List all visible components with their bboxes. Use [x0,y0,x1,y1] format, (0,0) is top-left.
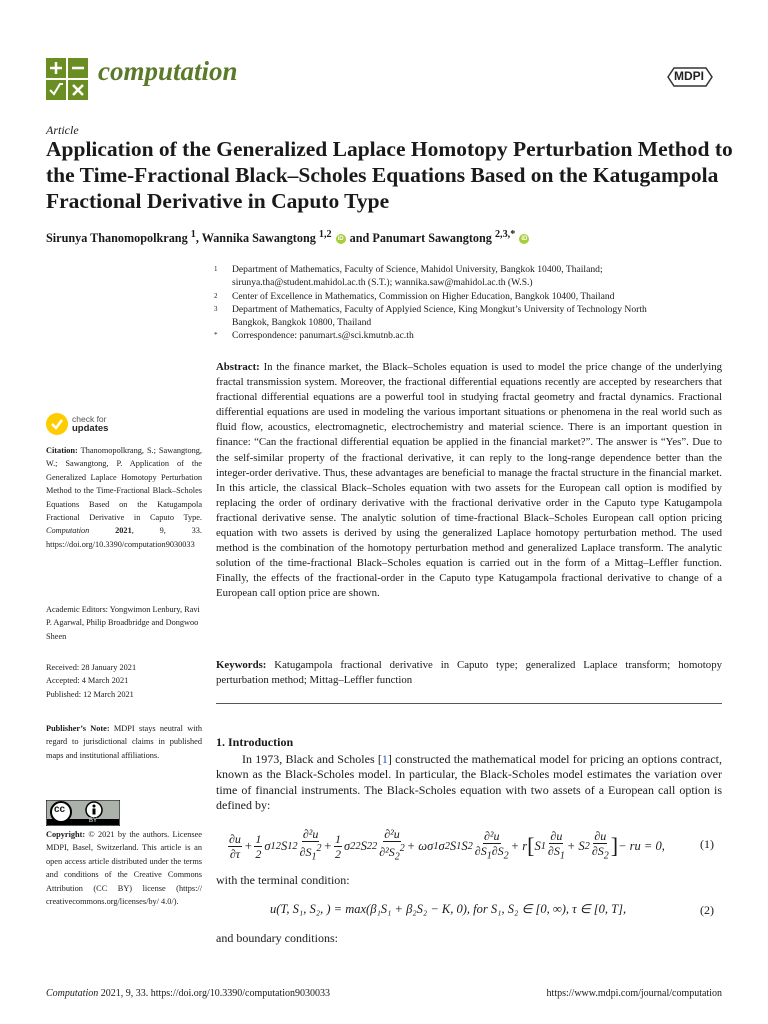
affiliation-line [214,316,734,329]
check-updates-icon [46,413,68,435]
author-affil-sup: 1,2 [318,229,332,240]
affiliation-text: Correspondence: panumart.s@sci.kmutnb.ac.th [232,330,414,342]
intro-text: ] constructed the mathematical model for pricing an options contract, known as the Black-Scholes model. In particular, the Black-Scholes model estimates the variation over time of financial instruments. The Black-Scholes equation with two assets of a European call option is defined by: [216,752,723,812]
keywords-text: Katugampola fractional derivative in Caputo type; generalized Laplace transform; homotopy perturbation method; Mittag–Leffler function [216,659,722,687]
author-affil-sup: 2,3,* [494,229,516,240]
abstract [216,360,722,602]
author-name: Wannika Sawangtong [201,231,316,246]
terminal-condition-text: with the terminal condition: [216,873,350,887]
citation-block [46,444,202,551]
affiliation-number [214,316,232,329]
cc-label: cc [54,804,66,815]
citation-link[interactable]: 1 [381,752,388,766]
copyright-text: © 2021 by the authors. Licensee MDPI, Basel, Switzerland. This article is an open access article distributed under the terms and conditions of the Creative Commons Attribution (CC BY) license (https:// creativecommons.org/licenses/by/ 4.0/). [46,830,202,907]
affiliation-number: 1 [214,265,218,273]
divider [216,703,722,704]
received-date: Received: 28 January 2021 [46,663,137,672]
publisher-note-label: Publisher’s Note: [46,724,110,733]
cc-by-license-icon[interactable] [46,800,120,826]
affiliation-line [214,329,734,342]
affiliation-line [214,303,734,316]
check-for-updates-button[interactable] [46,413,108,435]
publisher-note-text: MDPI stays neutral with regard to jurisdictional claims in published maps and institutional affiliations. [46,724,202,760]
equation-number: (1) [700,837,714,851]
check-updates-line2: updates [72,423,109,434]
keywords [216,658,722,688]
article-type: Article [46,123,79,137]
journal-name: computation [98,56,238,86]
citation-year: 2021 [89,526,132,536]
publisher-note [46,722,202,762]
footer-citation [46,988,330,999]
check-updates-line1: check for [72,414,107,424]
separator: and [346,231,373,246]
affiliation-number [214,276,232,289]
affiliation-line [214,290,734,303]
citation-journal: Computation [46,526,90,536]
citation-label: Citation: [46,446,78,455]
affiliation-line [214,263,734,276]
orcid-icon[interactable]: iD [337,236,344,243]
citation-text: Thanomopolkrang, S.; Sawangtong, W.; Sawangtong, P. Application of the Generalized Laplace Homotopy Perturbation Method to the Time-Fractional Black–Scholes Equations Based on the Katugampola Fractional Derivative in Caputo Type. [46,446,202,523]
copyright-label: Copyright: [46,830,86,839]
affiliation-text: Center of Excellence in Mathematics, Commission on Higher Education, Bangkok 10400, Thailand [232,290,615,302]
article-title: Application of the Generalized Laplace Homotopy Perturbation Method to the Time-Fractional Black–Scholes Equations Based on the Katugampola Fractional Derivative in Caputo Type [46,137,733,213]
footer-doi[interactable]: 2021, 9, 33. https://doi.org/10.3390/computation9030033 [98,988,330,999]
intro-text: In 1973, Black and Scholes [ [242,752,382,766]
copyright-block [46,828,202,908]
publication-dates [46,661,202,701]
boundary-conditions-text: and boundary conditions: [216,931,338,945]
affiliation-line [214,276,734,289]
abstract-label: Abstract: [216,361,260,373]
journal-logo-icon [46,58,88,100]
separator: , [195,231,202,246]
footer-journal: Computation [46,988,99,999]
affiliations [214,263,734,343]
affiliation-number: * [214,331,218,340]
affiliation-number: 2 [214,291,218,300]
author-list [46,229,736,246]
academic-editors: Academic Editors: Yongwimon Lenbury, Ravi P. Agarwal, Philip Broadbridge and Dongwoo Sheen [46,605,200,641]
author-affil-sup: 1 [190,229,196,240]
citation-doi[interactable]: , 9, 33. https://doi.org/10.3390/computation9030033 [46,526,202,549]
footer-url[interactable]: https://www.mdpi.com/journal/computation [546,988,722,999]
intro-paragraph [216,752,722,813]
equation-2: u(T, S₁, S₂, ) = max(β₁S₁ + β₂S₂ − K, 0), for S₁, S₂ ∈ [0, ∞), τ ∈ [0, T], [270,902,627,916]
author-name: Panumart Sawangtong [372,231,492,246]
cc-by-label: BY [89,818,98,824]
keywords-label: Keywords: [216,659,267,671]
section-heading: 1. Introduction [216,735,294,749]
affiliation-text: Bangkok, Bangkok 10800, Thailand [232,317,372,329]
affiliation-text: Department of Mathematics, Faculty of Science, Mahidol University, Bangkok 10400, Thailand; [232,264,603,275]
mdpi-logo [666,66,714,93]
accepted-date: Accepted: 4 March 2021 [46,676,129,686]
abstract-text: In the finance market, the Black–Scholes equation is used to model the price change of the underlying fractal transmission system. Moreover, the fractional differential equations recently are accepted by researchers that fractional differential equations are a powerful tool in studying fractal geometry and fractal dynamics. Fractional differential equations are used in modeling the various important situations or phenomena in the real world such as fluid flow, acoustics, electromagnetic, electrochemistry and material science. There is an important question in finance: “Can the fractional differential equation be applied in the financial market?”. The answer is “Yes”. Due to the self-similar property of the fractional derivative, it can reply to the long-range dependence better than the integer-order derivative. Thus, these advantages are beneficial to manage the fractal structure in the financial market. In this article, the classical Black–Scholes equation with two assets for the European call option is modified by replacing the order of ordinary derivative with the fractional derivative order in the Caputo type Katugampola fractional derivative sense. The analytic solution of time-fractional Black–Scholes European call option pricing equation with two assets is derived by using the generalized Laplace homotopy perturbation method. The used method is the combination of the homotopy perturbation method and generalized Laplace transform. The analytic solution of the time-fractional Black–Scholes equation is carried out in the form of a Mittag–Leffler function. Finally, the effects of the fractional-order in the Caputo type Katugampola fractional derivative to change of a European call option price are shown. [216,361,722,600]
affiliation-text: Department of Mathematics, Faculty of Applyied Science, King Mongkut’s University of Technology North [232,303,647,315]
affiliation-number: 3 [214,304,218,313]
orcid-icon[interactable]: iD [521,236,528,243]
publisher-name: MDPI [674,69,704,83]
published-date: Published: 12 March 2021 [46,689,134,699]
author-name: Sirunya Thanomopolkrang [46,231,188,246]
equation-1: $\frac{\partial u}{\partial\tau}$ + $\frac{1}{2}$ σ 1 2 S 1 2 $\frac{\text{∂²u}}{\partial S_1^2}$ + $\frac{1}{2}$ σ 2 2 S 2 2 $\frac{\text{∂²u}}{\partial^2S_2^2}$ + ωσ 1 σ 2 S 1 S 2 $\frac{\text{∂²u}}{\partial S_1\partial S_2}$ + r [ S 1 $\frac{\partial u}{\partial S_1}$ + S 2 $\frac{\partial u}{\partial S_2}$ ] − ru = 0, [229,827,665,863]
page-footer [46,988,722,999]
affiliation-text: sirunya.tha@student.mahidol.ac.th (S.T.); wannika.saw@mahidol.ac.th (W.S.) [232,277,533,289]
equation-number: (2) [700,903,714,917]
